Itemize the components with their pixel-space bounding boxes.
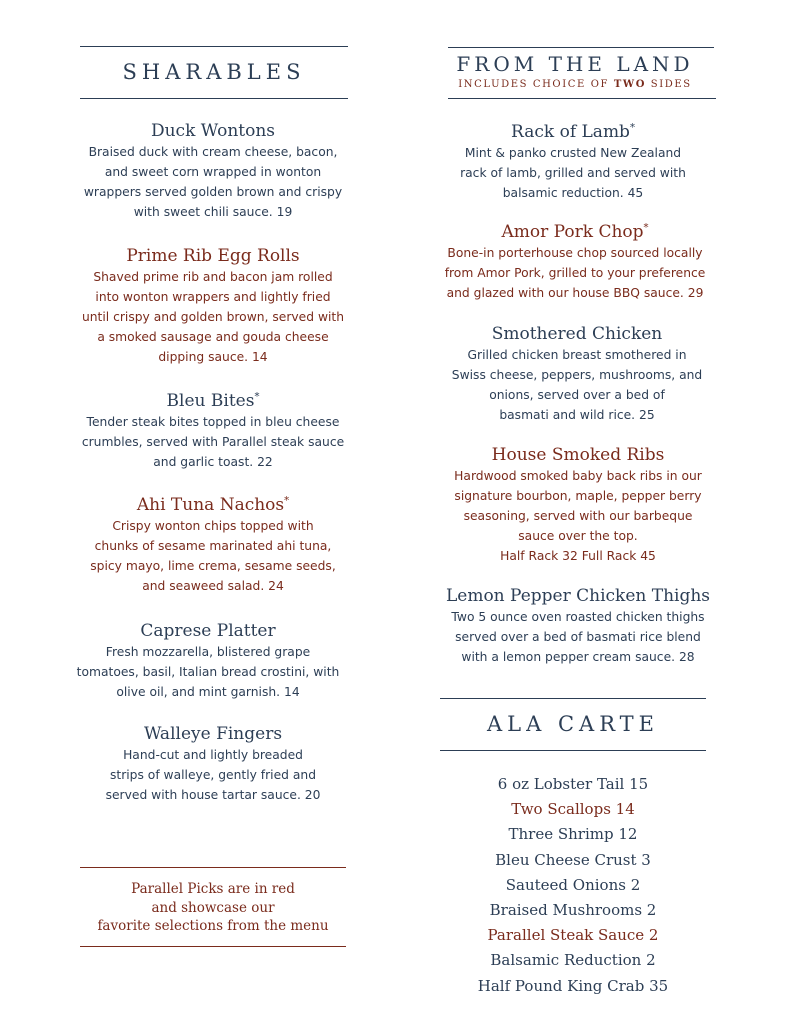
- sharables-heading: SHARABLES: [122, 60, 306, 84]
- item-name: Ahi Tuna Nachos: [136, 495, 285, 515]
- item-star: *: [629, 122, 635, 134]
- alacarte-bottom-rule: [440, 750, 706, 751]
- item-description: Braised duck with cream cheese, bacon, and sweet corn wrapped in wonton wrappers served golden brown and crispy with sweet chili sauce. 19: [83, 145, 343, 219]
- land-item-4: [430, 585, 726, 667]
- item-description: Bone-in porterhouse chop sourced locally from Amor Pork, grilled to your preference and glazed with our house BBQ sauce. 29: [444, 246, 706, 300]
- alacarte-item: Half Pound King Crab 35: [477, 976, 669, 995]
- item-name: Amor Pork Chop: [501, 222, 644, 242]
- land-top-rule: [448, 47, 714, 48]
- item-description: Mint & panko crusted New Zealand rack of lamb, grilled and served with balsamic reduction. 45: [460, 146, 686, 200]
- alacarte-item: 6 oz Lobster Tail 15: [497, 775, 649, 793]
- item-name: Duck Wontons: [150, 121, 276, 141]
- alacarte-item: Bleu Cheese Crust 3: [495, 850, 651, 869]
- land-sub-before: INCLUDES CHOICE OF: [458, 79, 614, 90]
- land-bottom-rule: [448, 98, 716, 99]
- land-item-2: [430, 323, 724, 425]
- note-line-3: favorite selections from the menu: [97, 918, 329, 934]
- sharables-bottom-rule: [80, 98, 348, 99]
- sharables-item-5: [66, 723, 360, 805]
- sharables-item-4: [61, 620, 355, 702]
- item-description: Crispy wonton chips topped with chunks of sesame marinated ahi tuna, spicy mayo, lime crema, sesame seeds, and seaweed salad. 24: [90, 519, 336, 593]
- alacarte-heading: ALA CARTE: [487, 712, 659, 736]
- item-name: Bleu Bites: [166, 391, 255, 411]
- item-name: Smothered Chicken: [491, 324, 663, 344]
- parallel-picks-note: [80, 880, 346, 936]
- alacarte-item: Parallel Steak Sauce 2: [487, 926, 659, 945]
- item-name: Walleye Fingers: [143, 724, 283, 744]
- land-item-3: [430, 444, 726, 566]
- sharables-item-2: [66, 390, 360, 472]
- note-top-rule: [80, 867, 346, 868]
- item-name: Rack of Lamb: [511, 122, 630, 142]
- item-description: Tender steak bites topped in bleu cheese crumbles, served with Parallel steak sauce and garlic toast. 22: [81, 415, 345, 469]
- item-star: *: [284, 495, 290, 507]
- sharables-top-rule: [80, 46, 348, 47]
- item-star: *: [643, 222, 649, 234]
- alacarte-item: Balsamic Reduction 2: [490, 951, 656, 970]
- item-description: Grilled chicken breast smothered in Swiss cheese, peppers, mushrooms, and onions, served over a bed of basmati and wild rice. 25: [451, 348, 703, 422]
- alacarte-list: [440, 772, 706, 999]
- item-star: *: [254, 391, 260, 403]
- land-item-1: [430, 221, 720, 303]
- alacarte-item: Braised Mushrooms 2: [489, 901, 657, 920]
- land-sub-after: SIDES: [646, 79, 692, 90]
- sharables-item-1: [66, 245, 360, 367]
- item-name: Lemon Pepper Chicken Thighs: [445, 586, 711, 606]
- alacarte-item: Sauteed Onions 2: [505, 875, 641, 894]
- land-heading: FROM THE LAND: [456, 52, 694, 76]
- sharables-item-0: [66, 120, 360, 222]
- note-line-2: and showcase our: [151, 899, 275, 916]
- item-description: Hand-cut and lightly breaded strips of walleye, gently fried and served with house tartar sauce. 20: [105, 748, 321, 802]
- item-description: Shaved prime rib and bacon jam rolled into wonton wrappers and lightly fried until crispy and golden brown, served with a smoked sausage and gouda cheese dipping sauce. 14: [81, 270, 345, 364]
- item-name: Caprese Platter: [140, 621, 276, 641]
- note-bottom-rule: [80, 946, 346, 947]
- note-line-1: Parallel Picks are in red: [131, 881, 295, 897]
- item-description: Fresh mozzarella, blistered grape tomatoes, basil, Italian bread crostini, with olive oil, and mint garnish. 14: [76, 645, 340, 699]
- alacarte-item: Three Shrimp 12: [508, 825, 638, 844]
- alacarte-top-rule: [440, 698, 706, 699]
- item-name: Prime Rib Egg Rolls: [126, 246, 300, 266]
- land-item-0: [430, 121, 716, 203]
- item-description: Hardwood smoked baby back ribs in our signature bourbon, maple, pepper berry seasoning, served with our barbeque sauce over the top. Half Rack 32 Full Rack 45: [454, 469, 702, 563]
- item-name: House Smoked Ribs: [491, 445, 665, 465]
- land-sub-bold: TWO: [613, 79, 647, 90]
- sharables-item-3: [66, 494, 360, 596]
- land-subheading: [440, 79, 710, 90]
- alacarte-item: Two Scallops 14: [511, 800, 635, 819]
- item-description: Two 5 ounce oven roasted chicken thighs served over a bed of basmati rice blend with a lemon pepper cream sauce. 28: [451, 610, 705, 664]
